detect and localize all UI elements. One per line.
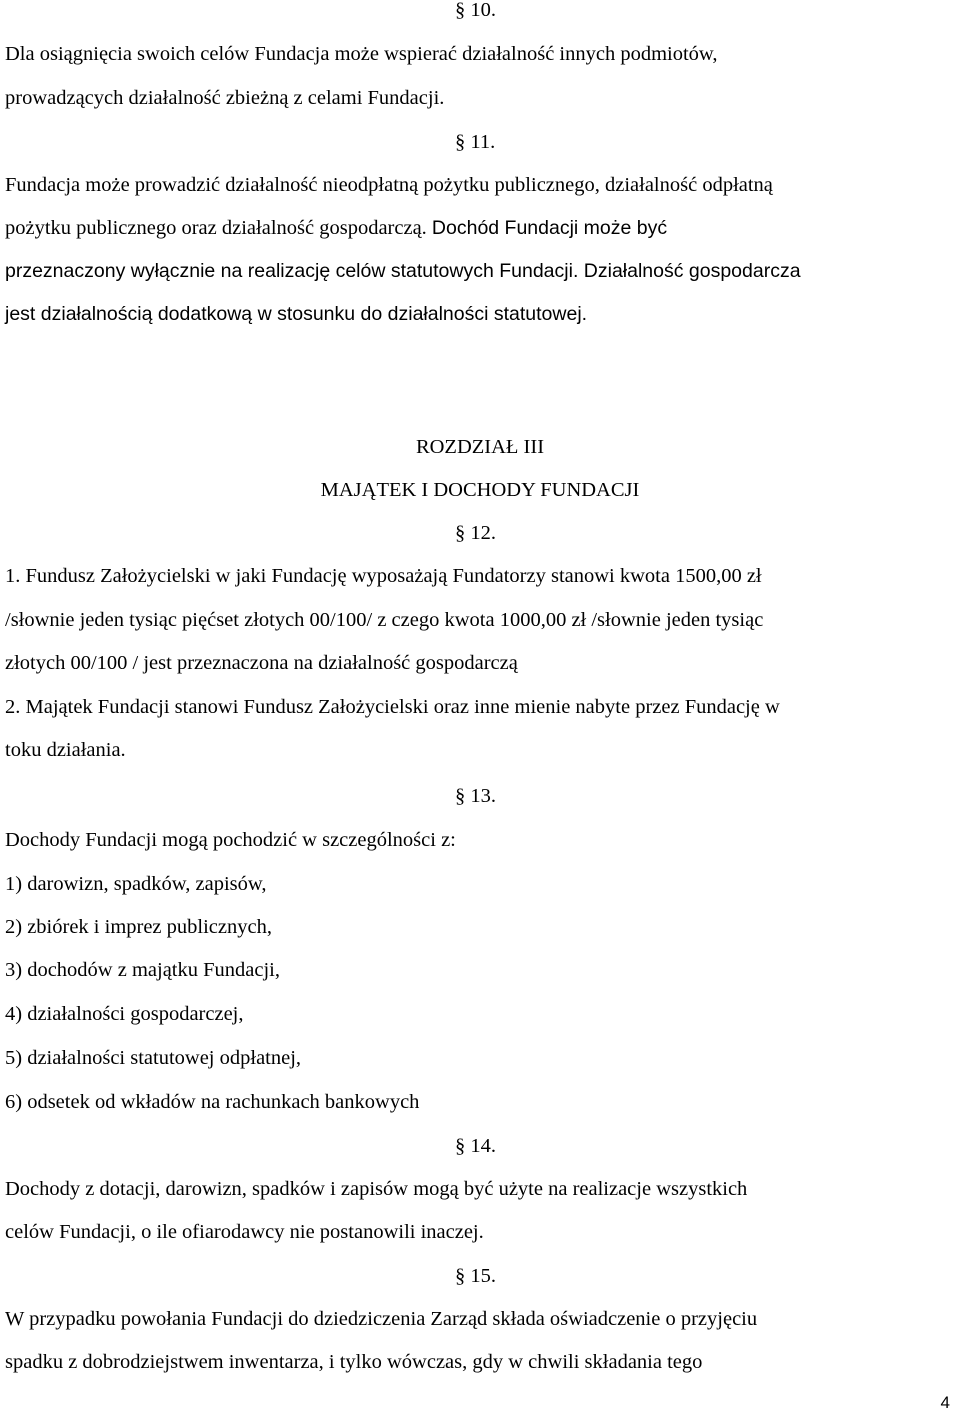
- section-heading-15: § 15.: [455, 1265, 496, 1287]
- list-item: 4) działalności gospodarczej,: [5, 1003, 244, 1025]
- list-item: 2) zbiórek i imprez publicznych,: [5, 916, 272, 938]
- section-heading-13: § 13.: [455, 785, 496, 807]
- section-heading-12: § 12.: [455, 522, 496, 544]
- paragraph-line: jest działalnością dodatkową w stosunku do działalności statutowej.: [5, 303, 588, 325]
- section-heading-14: § 14.: [455, 1135, 496, 1157]
- list-item: 5) działalności statutowej odpłatnej,: [5, 1047, 302, 1069]
- chapter-subtitle: MAJĄTEK I DOCHODY FUNDACJI: [320, 479, 640, 501]
- paragraph-line: Dochody Fundacji mogą pochodzić w szczególności z:: [5, 829, 456, 851]
- paragraph-line: 2. Majątek Fundacji stanowi Fundusz Założycielski oraz inne mienie nabyte przez Fundację w: [5, 696, 780, 718]
- section-heading-10: § 10.: [455, 0, 496, 21]
- page-number: 4: [940, 1393, 950, 1412]
- list-item: 3) dochodów z majątku Fundacji,: [5, 959, 280, 981]
- paragraph-line: celów Fundacji, o ile ofiarodawcy nie postanowili inaczej.: [5, 1221, 484, 1243]
- paragraph-line: 1. Fundusz Założycielski w jaki Fundację wyposażają Fundatorzy stanowi kwota 1500,00 zł: [5, 565, 762, 587]
- section-heading-11: § 11.: [455, 131, 496, 153]
- paragraph-line: pożytku publicznego oraz działalność gospodarczą. Dochód Fundacji może być: [5, 217, 668, 239]
- paragraph-line: Dochody z dotacji, darowizn, spadków i zapisów mogą być użyte na realizacje wszystkich: [5, 1178, 748, 1200]
- paragraph-line: W przypadku powołania Fundacji do dziedziczenia Zarząd składa oświadczenie o przyjęciu: [5, 1308, 758, 1330]
- paragraph-line: toku działania.: [5, 739, 126, 761]
- list-item: 1) darowizn, spadków, zapisów,: [5, 873, 267, 895]
- paragraph-line: /słownie jeden tysiąc pięćset złotych 00/100/ z czego kwota 1000,00 zł /słownie jeden tysiąc: [5, 609, 764, 631]
- paragraph-line: spadku z dobrodziejstwem inwentarza, i tylko wówczas, gdy w chwili składania tego: [5, 1351, 703, 1373]
- paragraph-line: Fundacja może prowadzić działalność nieodpłatną pożytku publicznego, działalność odpłatną: [5, 174, 773, 196]
- paragraph-line: złotych 00/100 / jest przeznaczona na działalność gospodarczą: [5, 652, 518, 674]
- paragraph-line: przeznaczony wyłącznie na realizację celów statutowych Fundacji. Działalność gospodarcza: [5, 260, 801, 282]
- paragraph-line: Dla osiągnięcia swoich celów Fundacja może wspierać działalność innych podmiotów,: [5, 43, 718, 65]
- list-item: 6) odsetek od wkładów na rachunkach bankowych: [5, 1091, 420, 1113]
- chapter-title: ROZDZIAŁ III: [415, 436, 545, 458]
- paragraph-line: prowadzących działalność zbieżną z celami Fundacji.: [5, 87, 445, 109]
